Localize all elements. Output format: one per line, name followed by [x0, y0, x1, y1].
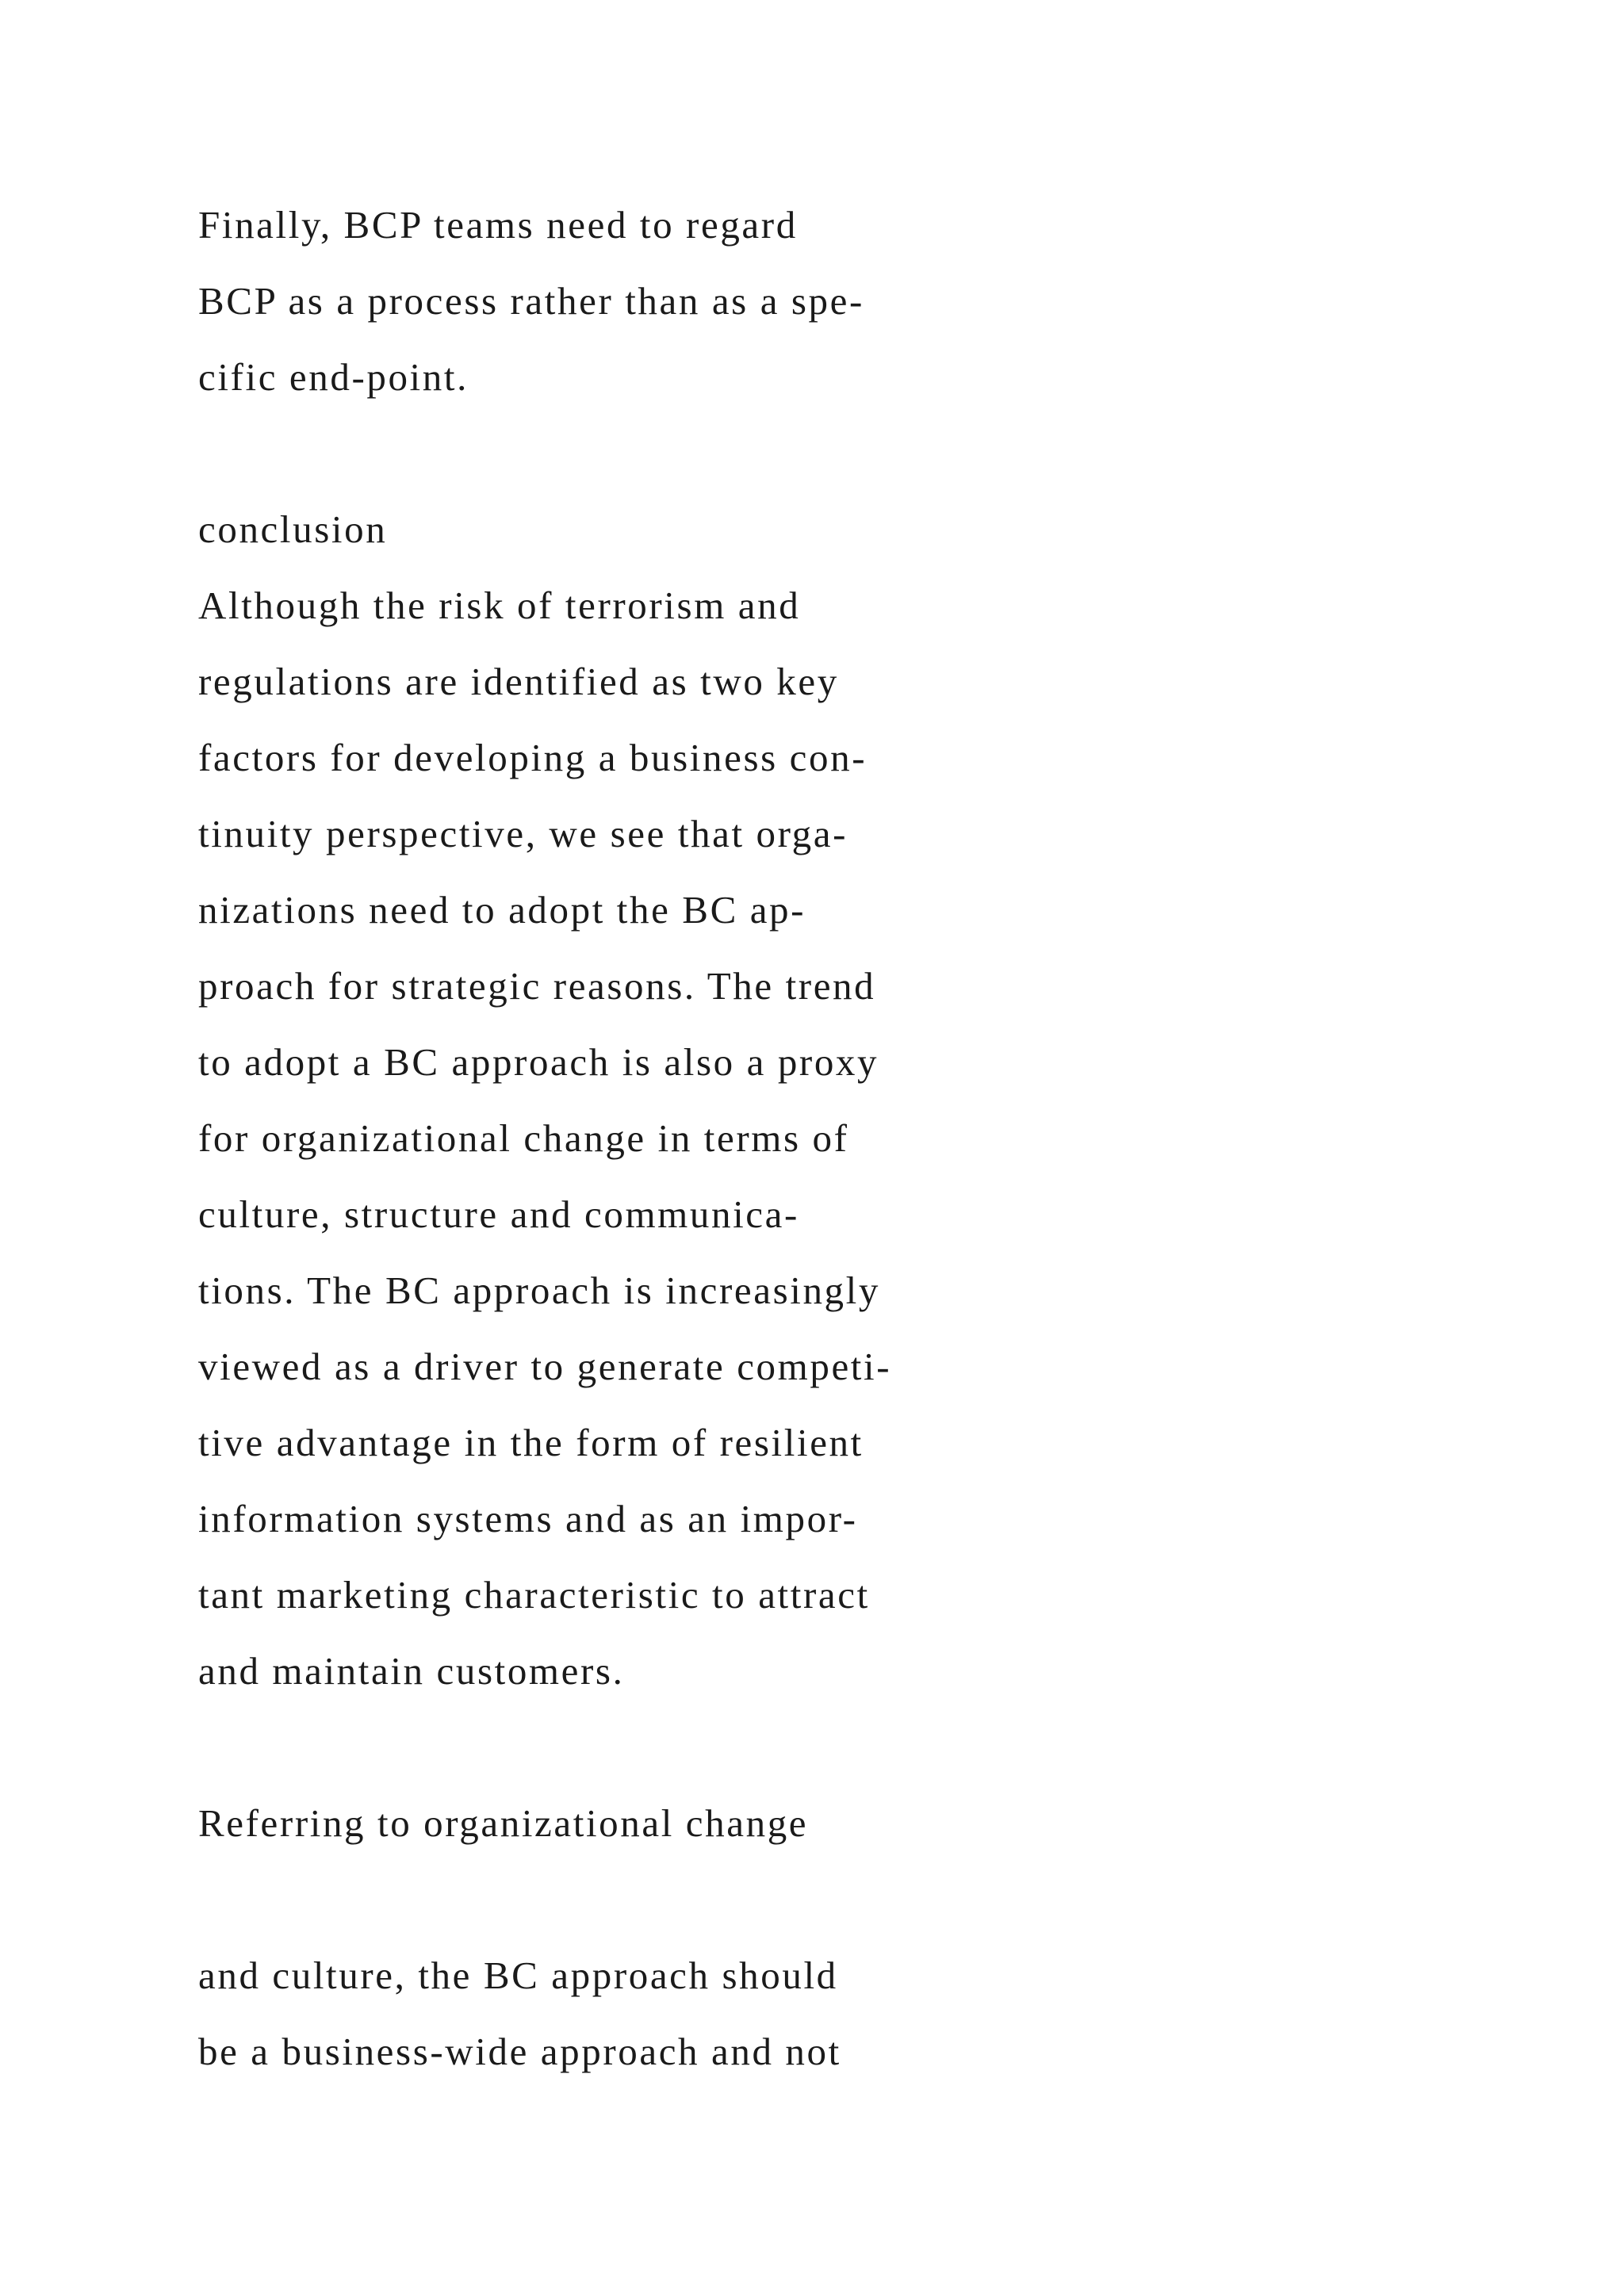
text-line: viewed as a driver to generate competi- [198, 1345, 892, 1388]
text-line: for organizational change in terms of [198, 1116, 849, 1160]
text-line: culture, structure and communica- [198, 1192, 799, 1236]
text-line: to adopt a BC approach is also a proxy [198, 1040, 879, 1084]
text-line: tive advantage in the form of resilient [198, 1421, 864, 1464]
text-line: be a business-wide approach and not [198, 2030, 841, 2073]
text-line: tions. The BC approach is increasingly [198, 1269, 880, 1312]
text-line: tinuity perspective, we see that orga- [198, 812, 848, 855]
text-line: cific end-point. [198, 355, 469, 399]
text-line: Finally, BCP teams need to regard [198, 203, 798, 247]
text-line: regulations are identified as two key [198, 660, 839, 703]
blank-line [198, 1709, 1388, 1785]
text-line: information systems and as an impor- [198, 1497, 858, 1540]
document-text [198, 187, 1388, 2090]
text-line: nizations need to adopt the BC ap- [198, 888, 806, 932]
text-line: and maintain customers. [198, 1649, 625, 1693]
section-heading: conclusion [198, 507, 388, 551]
text-line: Referring to organizational change [198, 1801, 809, 1845]
text-line: and culture, the BC approach should [198, 1954, 838, 1997]
text-line: tant marketing characteristic to attract [198, 1573, 870, 1617]
text-line: BCP as a process rather than as a spe- [198, 279, 864, 323]
blank-line [198, 415, 1388, 492]
text-line: Although the risk of terrorism and [198, 584, 801, 627]
text-line: proach for strategic reasons. The trend [198, 964, 876, 1008]
text-line: factors for developing a business con- [198, 736, 868, 779]
blank-line [198, 1862, 1388, 1938]
